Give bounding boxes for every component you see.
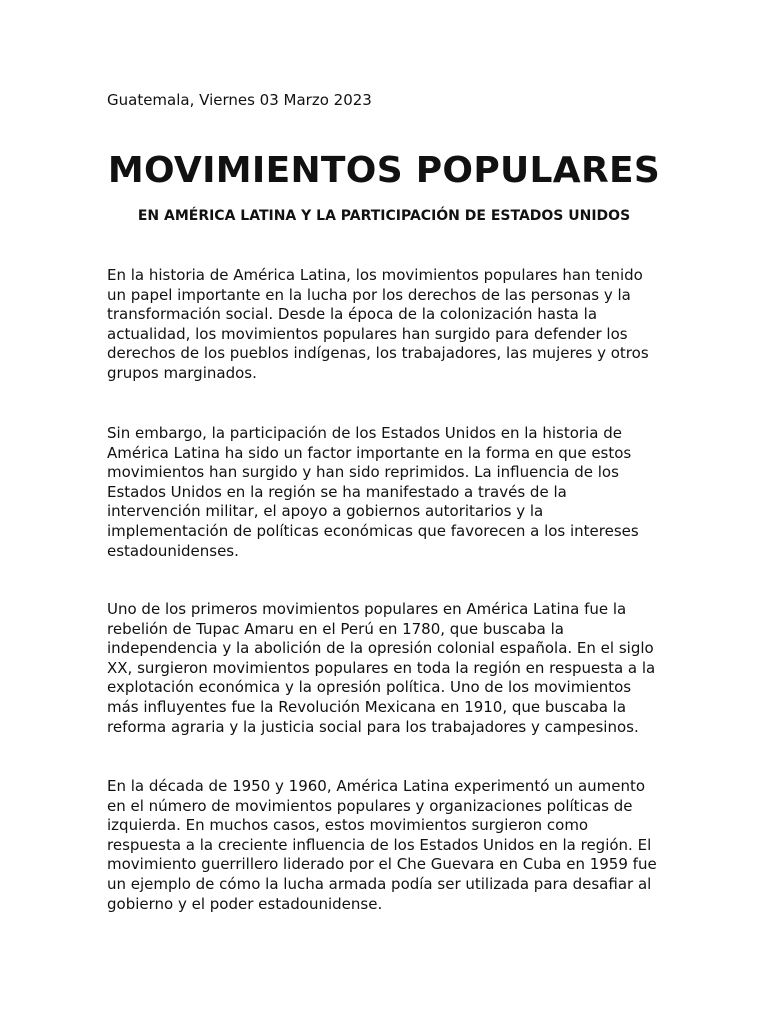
document-title: MOVIMIENTOS POPULARES bbox=[107, 150, 661, 191]
paragraph-2: Sin embargo, la participación de los Estados Unidos en la historia de América Latina ha sido un factor importante en la forma en que estos movimientos han surgido y han sido reprimidos. La influencia de los Estados Unidos en la región se ha manifestado a través de la intervención militar, el apoyo a gobiernos autoritarios y la implementación de políticas económicas que favorecen a los intereses estadounidenses. bbox=[107, 424, 639, 560]
paragraph-3: Uno de los primeros movimientos populares en América Latina fue la rebelión de Tupac Amaru en el Perú en 1780, que buscaba la independencia y la abolición de la opresión colonial española. En el siglo XX, surgieron movimientos populares en toda la región en respuesta a la explotación económica y la opresión política. Uno de los movimientos más influyentes fue la Revolución Mexicana en 1910, que buscaba la reforma agraria y la justicia social para los trabajadores y campesinos. bbox=[107, 600, 656, 736]
paragraph-4: En la década de 1950 y 1960, América Latina experimentó un aumento en el número de movimientos populares y organizaciones políticas de izquierda. En muchos casos, estos movimientos surgieron como respuesta a la creciente influencia de los Estados Unidos en la región. El movimiento guerrillero liderado por el Che Guevara en Cuba en 1959 fue un ejemplo de cómo la lucha armada podía ser utilizada para desafiar al gobierno y el poder estadounidense. bbox=[107, 777, 657, 913]
document-date: Guatemala, Viernes 03 Marzo 2023 bbox=[107, 91, 372, 109]
paragraph-1: En la historia de América Latina, los movimientos populares han tenido un papel importante en la lucha por los derechos de las personas y la transformación social. Desde la época de la colonización hasta la actualidad, los movimientos populares han surgido para defender los derechos de los pueblos indígenas, los trabajadores, las mujeres y otros grupos marginados. bbox=[107, 266, 649, 382]
document-subtitle: EN AMÉRICA LATINA Y LA PARTICIPACIÓN DE ESTADOS UNIDOS bbox=[137, 208, 631, 224]
